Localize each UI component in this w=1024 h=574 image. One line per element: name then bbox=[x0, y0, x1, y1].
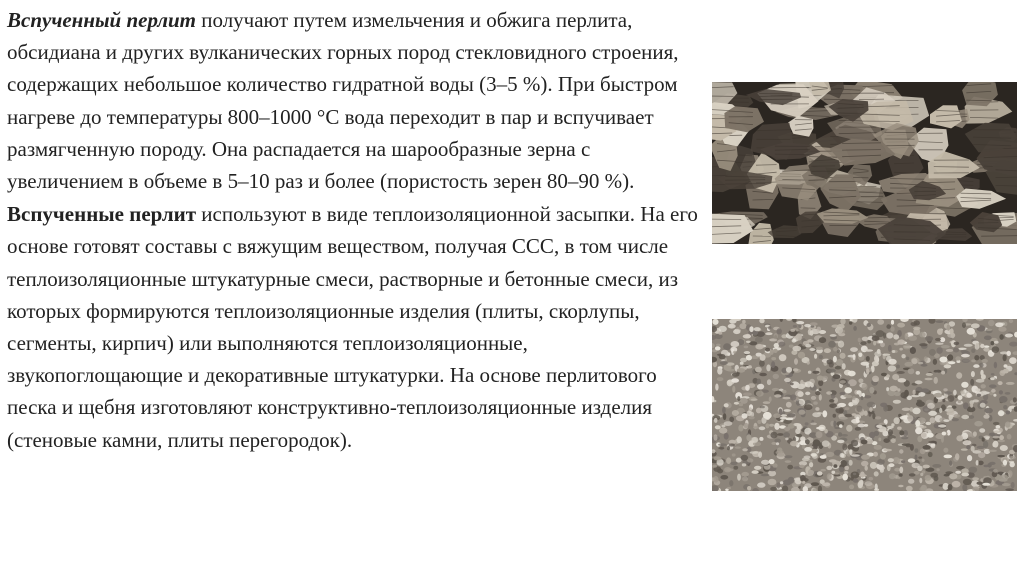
paragraph-text: используют в виде теплоизоляционной засыпки. На его основе готовят составы с вяжущим веществом, получая ССС, в том числе теплоизоляционные штукатурные смеси, растворные и бетонные смеси, из которых формируются теплоизоляционные изделия (плиты, скорлупы, сегменты, кирпич) или выполняются теплоизоляционные, звукопоглощающие и декоративные штукатурки. На основе перлитового песка и щебня изготовляют конструктивно-теплоизоляционные изделия (стеновые камни, плиты перегородок). bbox=[7, 202, 698, 452]
paragraph-usage bbox=[7, 198, 707, 456]
paragraph-production bbox=[7, 4, 707, 197]
photo-granules-svg bbox=[712, 319, 1017, 491]
term-lead: Вспученные перлит bbox=[7, 202, 197, 227]
photo-flakes-svg bbox=[712, 82, 1017, 244]
expanded-perlite-flakes-photo bbox=[712, 82, 1017, 244]
perlite-granules-photo bbox=[712, 319, 1017, 491]
text-column bbox=[7, 4, 707, 456]
term-lead: Вспученный перлит bbox=[7, 8, 196, 32]
paragraph-text: получают путем измельчения и обжига перлита, обсидиана и других вулканических горных пород стекловидного строения, содержащих небольшое количество гидратной воды (3–5 %). При быстром нагреве до температуры 800–1000 °С вода переходит в пар и вспучивает размягченную породу. Она распадается на шарообразные зерна с увеличением в объеме в 5–10 раз и более (пористость зерен 80–90 %). bbox=[7, 8, 679, 194]
